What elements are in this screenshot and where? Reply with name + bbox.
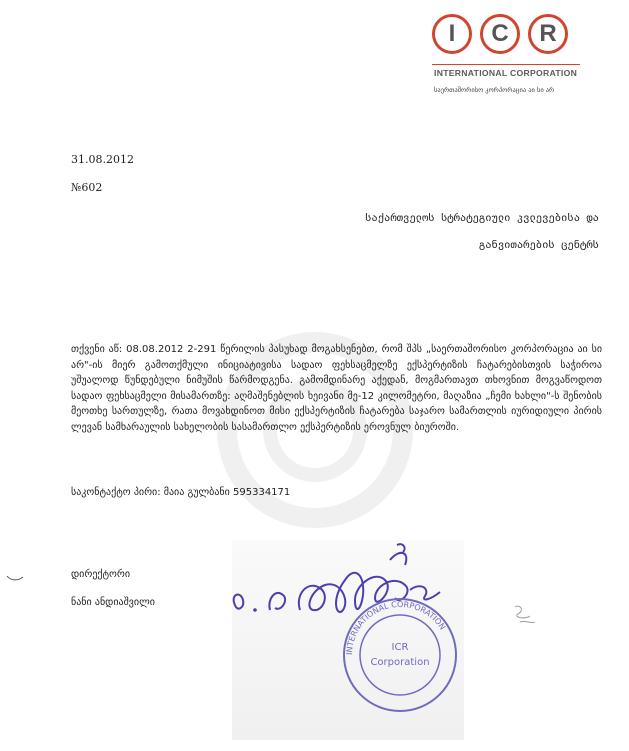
company-logo	[428, 14, 588, 94]
addressee-line-2: განვითარების ცენტრს	[478, 239, 599, 251]
logo-letter-i: I	[432, 14, 472, 54]
logo-letter-c: C	[480, 14, 520, 54]
stamp-outer-text: INTERNATIONAL CORPORATION	[344, 599, 448, 656]
margin-mark	[6, 574, 24, 582]
stamp-inner-line-2: Corporation	[370, 657, 430, 668]
company-stamp	[340, 595, 460, 715]
letter-date: 31.08.2012	[71, 153, 134, 166]
logo-letters	[432, 14, 588, 54]
letter-number: №602	[71, 181, 103, 194]
logo-divider	[432, 64, 580, 65]
letter-body: თქვენი აწ: 08.08.2012 2-291 წერილის პასუხად მოგახსენებთ, რომ შპს „საერთაშორისო კორპორაცია აი სი არ"-ის მიერ გამოთქმული ინიციატივისა სადაო ფეხსაცმელზე ექსპერტიზის ჩატარებისთვის საჭიროა უშუალოდ წუნდებული ნიმუშის წარმოდგენა. გამომდინარე აქედან, მოგმართავთ თხოვნით მოგვაწოდოთ სადაო ფეხსაცმელი მისამართზე: აღმაშენებლის ხეივანი მე-12 კილომეტრი, მაღაზია „ჩემი ხახლი"-ს შენობის მეოთხე სართულზე, რათა მოვახდინოთ მისი ექსპერტიზის ჩატარება საჯარო სამართლის იურიდიული პირის ლევან სამხარაულის სახელობის სასამართლო ექსპერტიზის ეროვნულ ბიუროში.	[71, 344, 602, 433]
logo-title: INTERNATIONAL CORPORATION	[434, 68, 578, 78]
addressee	[365, 205, 599, 259]
stamp-inner-line-1: ICR	[391, 642, 409, 653]
contact-person: საკონტაქტო პირი: მაია გულბანი 595334171	[71, 487, 291, 498]
signer-title: დირექტორი	[71, 569, 131, 580]
signer-name: ნანი ანდიაშვილი	[71, 597, 155, 608]
logo-subtitle: საერთაშორისო კორპორაცია აი სი არ	[434, 86, 555, 94]
logo-letter-r: R	[528, 14, 568, 54]
addressee-line-1: საქართველოს სტრატეგიული კვლევებისა და	[365, 212, 599, 224]
initials-scribble	[510, 602, 540, 630]
